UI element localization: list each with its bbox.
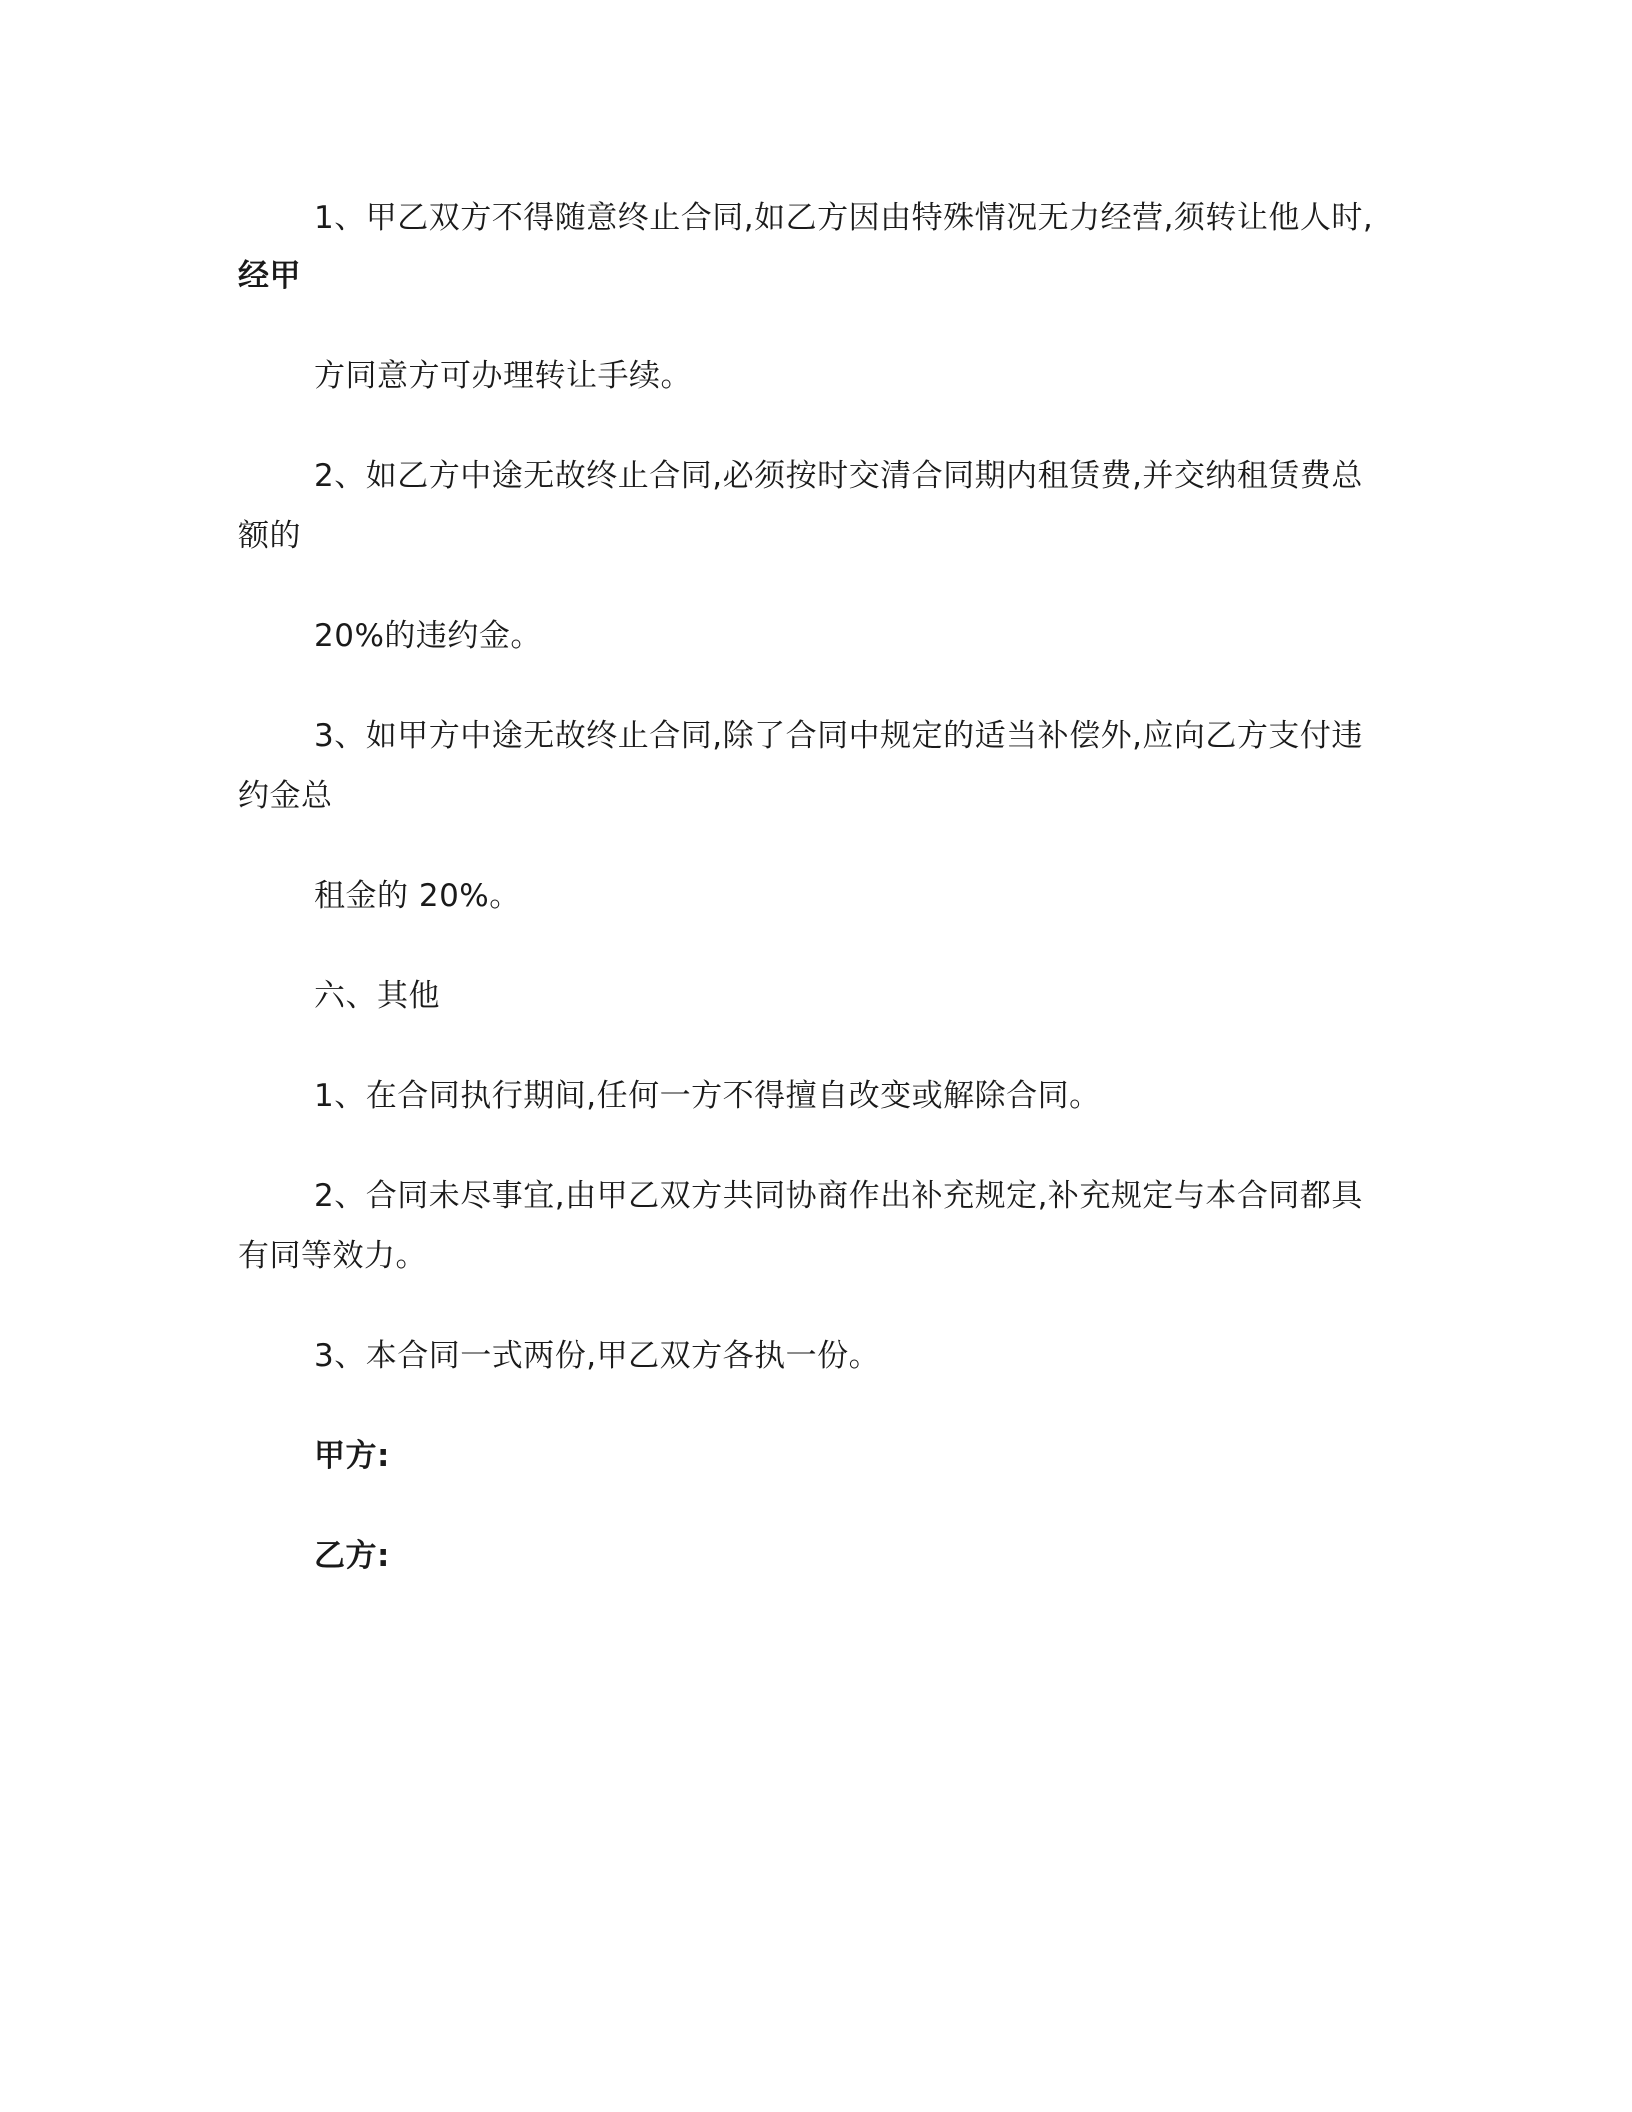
clause-1-line-3: 方同意方可办理转让手续。 (314, 358, 692, 394)
clause-3-line-2: 约金总 (238, 778, 333, 814)
clause-2-line-3: 20%的违约金。 (314, 618, 542, 654)
clause-3-line-1: 3、如甲方中途无故终止合同,除了合同中规定的适当补偿外,应向乙方支付违 (314, 718, 1363, 754)
clause-2-line-1: 2、如乙方中途无故终止合同,必须按时交清合同期内租赁费,并交纳租赁费总 (314, 458, 1363, 494)
clause-1-line-2: 经甲 (238, 258, 301, 294)
other-clause-2-line-1: 2、合同未尽事宜,由甲乙双方共同协商作出补充规定,补充规定与本合同都具 (314, 1178, 1363, 1214)
clause-2-line-2: 额的 (238, 518, 301, 554)
clause-1-line-1: 1、甲乙双方不得随意终止合同,如乙方因由特殊情况无力经营,须转让他人时, (314, 200, 1374, 236)
party-b-label: 乙方: (314, 1538, 390, 1574)
other-clause-1: 1、在合同执行期间,任何一方不得擅自改变或解除合同。 (314, 1078, 1101, 1114)
party-a-label: 甲方: (314, 1438, 390, 1474)
section-six-heading: 六、其他 (314, 978, 440, 1014)
other-clause-2-line-2: 有同等效力。 (238, 1238, 427, 1274)
other-clause-3: 3、本合同一式两份,甲乙双方各执一份。 (314, 1338, 881, 1374)
clause-3-line-3: 租金的 20%。 (314, 878, 521, 914)
